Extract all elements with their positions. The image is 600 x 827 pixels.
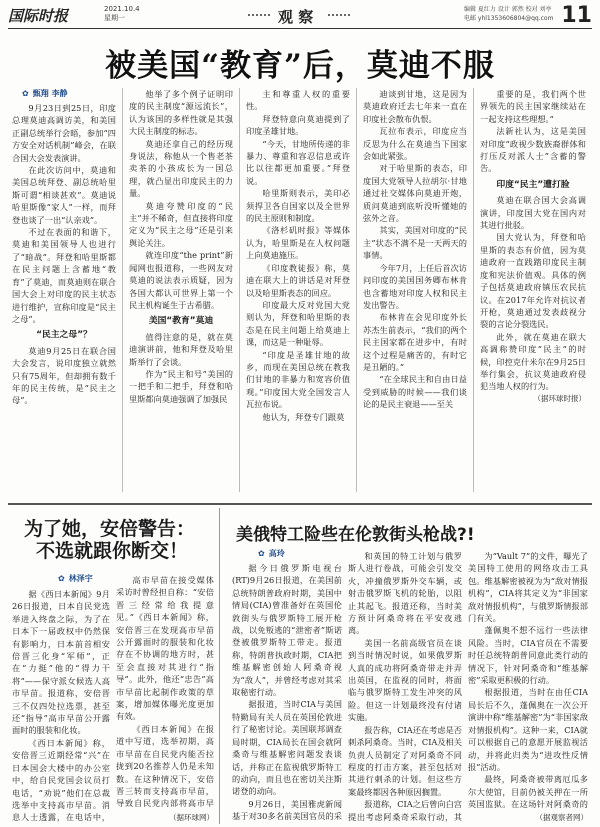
paragraph: 据《西日本新闻》9月26日报道，日本自民党选举进入终盘之际，为了在日本下一届政权中仍然保有影响力，日本前首相安倍晋三化身“军师”，正在“力挺”他的“得力干将”——保守派女候选人高市早苗。报道称，安倍晋三不仅四处拉选票，甚至还“指导”高市早苗公开露面时的服装和化妆。 (12, 589, 110, 736)
cia-article-headline: 美俄特工险些在伦敦街头枪战?! (236, 525, 475, 545)
paragraph: 他举了多个例子证明印度的民主制度“源远流长”，认为该国的多样性就是其强大民主制度的标志。 (129, 89, 233, 137)
paragraph: 报告称，CIA还在考虑是否刺杀阿桑奇。当时，CIA及相关负责人员制定了对阿桑奇不同程度的打击方案，甚至包括对其进行刺杀的计划。但这些方案最终都因各种原因搁置。 (348, 724, 462, 797)
date-text: 2021.10.4 (104, 5, 140, 13)
paragraph: 高市早苗在接受媒体采访时曾经担自称：“安倍晋三经常给我提意见。”《西日本新闻》称，安倍晋三在发现高市早苗公开露面时的服装和化妆存在不协调的地方时，甚至会直接对其进行“指导”。此外，他还“忠告”高市早苗比起制作政策的草案，增加媒体曝光度更加有效。 (116, 575, 214, 722)
paragraph: 《洛杉矶时报》等媒体认为，哈里斯是在人权问题上向莫迪施压。 (246, 225, 350, 261)
paragraph: 此外，就在莫迪在联大高调称赞印度“民主”的时候，印控克什米尔在9月25日举行集会，抗议莫迪政府侵犯当地人权的行为。 (480, 331, 586, 392)
paragraph: 莫迪还拿自己的经历现身说法，称他从一个售老茶卖茶的小孩成长为一国总理，就凸显出印度民主的力量。 (129, 138, 233, 199)
subhead-us-education: 美国“教育”莫迪 (148, 316, 214, 327)
paragraph: 其实，美国对印度的“民主”状态不满不是一天两天的事情。 (363, 225, 467, 261)
paragraph: 对于哈里斯的表态，印度国大党领导人拉胡尔·甘地通过社交媒体向莫迪开炮，质问莫迪到底听没听懂她的弦外之音。 (363, 163, 467, 224)
paragraph: 蓬佩奥不想不远行一些法律风险。当时，CIA官员在不需要时任总统特朗普同意此类行动的情况下，针对阿桑奇和“维基解密”采取更积极的行动。 (468, 625, 588, 686)
paragraph: 瓦拉布表示，印度应当反思为什么在莫迪当下国家会如此紧张。 (363, 126, 467, 162)
subhead-democracy-mother: “民主之母”？ (36, 330, 92, 341)
main-headline: 被美国“教育”后，莫迪不服 (105, 48, 495, 84)
top-article (12, 88, 594, 492)
abe-byline-name: 林泽宇 (68, 574, 93, 583)
section-title: 观 察 (278, 8, 314, 26)
column-rule (356, 88, 357, 492)
top-col-4 (363, 88, 467, 490)
paragraph: 在此次访问中，莫迪和美国总统拜登、副总统哈里斯可谓“相谈甚欢”。莫迪说哈里斯像“家人”一样，而拜登也谈了一出“认亲戏”。 (12, 165, 116, 225)
top-byline-names: 甄翔 李静 (32, 89, 68, 98)
paragraph: 莫迪夸赞印度的“民主”并不稀奇，但直接将印度定义为“民主之母”还是引来舆论关注。 (129, 200, 233, 248)
paragraph: 主和尊重人权的重要性。 (246, 89, 350, 112)
paragraph: “今天，甘地所传递的非暴力、尊重和容忍信息或许比以往都更加重要。”拜登说。 (246, 138, 350, 186)
abe-article-headline (24, 518, 220, 562)
paragraph: 《西日本新闻》称，安倍晋三近期经常“兴”在日本国会大楼中的办公室中，给自民党国会议员打电话，“劝说”他们在总裁选举中支持高市早苗。消息人士透露，在电话中， (12, 737, 110, 823)
paragraph: 他认为，拜登专门跟莫 (262, 411, 345, 422)
paragraph: 拜登特意向莫迪提到了印度圣雄甘地。 (246, 113, 350, 137)
paragraph: 作为“民主和号”美国的一把手和二把手，拜登和哈里斯都向莫迪强调了加强民 (129, 368, 233, 404)
subhead-democracy-slapped: 印度“民主”遭打脸 (496, 179, 570, 190)
column-rule (473, 88, 474, 492)
paragraph: 莫迪在联合国大会高调演讲，印度国大党在国内对其进行批驳。 (480, 195, 586, 231)
top-col-5 (480, 88, 586, 490)
paragraph: 最终，阿桑奇被带离厄瓜多尔大使馆，目前仍被关押在一所英国监狱。在这场针对阿桑奇的 (468, 774, 588, 810)
paragraph: “在全球民主和自由日益受到威胁的时候——我们谈论的是民主衰退——至关 (363, 374, 467, 410)
paragraph: 不过在表面的和谐下，莫迪和美国领导人也进行了“暗战”。拜登和哈里斯都在民主问题上含蓄地“教育”了莫迪，而莫迪则在联合国大会上对印度的民主状态进行维护，宣称印度是“民主之母”。 (12, 227, 116, 324)
top-source: （据环球时报） (533, 393, 586, 403)
paragraph: 莫迪9月25日在联合国大会发言，说印度独立就然只有75周年，但却拥有数千年的民主传统，是“民主之母”。 (12, 345, 116, 406)
issue-date (104, 5, 140, 23)
paragraph: 法新社认为，这是美国对印度“政视少数族裔群体和打压反对派人士”含蓄的警告。 (480, 126, 586, 174)
section-separator (8, 503, 592, 505)
paragraph: 9月26日，美国雅虎新闻基于对30多名前美国官员的采 (232, 798, 342, 822)
editors-credits (464, 5, 564, 23)
paragraph: 就连印度“the print”新闻网也报道称，一些网友对莫迪的说法表示质疑，因为各国大都认可世界上第一个民主机构诞生于古希腊。 (129, 250, 233, 310)
paragraph: 9月23日到25日，印度总理莫迪高调访美，和美国正副总统举行会晤，参加“四方安全对话机制”峰会，在联合国大会发表演讲。 (12, 103, 116, 163)
cia-col-2 (348, 550, 462, 824)
cia-byline-name: 高玲 (268, 549, 285, 558)
section-dots-right (328, 14, 350, 16)
paragraph: 哈里斯则表示，美印必须捍卫各自国家以及全世界的民主原则和制度。 (246, 188, 350, 224)
editors-line-1: 编辑 夏红力 设计 郭然 校对 刘亭 (464, 6, 552, 13)
paragraph: 为“Vault 7”的文件，曝光了美国特工使用的网络攻击工具包。维基解密被视为为“敌对情报机构”，CIA将其定义为“非国家敌对情报机构”，与俄罗斯情报部门有关。 (468, 551, 588, 624)
paragraph: 重要的是，我们两个世界领先的民主国家继续站在一起支持这些理想。” (480, 89, 586, 124)
cia-col-1 (232, 562, 342, 824)
byline-flag-icon: ✿ (22, 89, 29, 98)
page-number: 11 (561, 3, 592, 28)
paragraph: 和英国的特工计划与俄罗斯人进行卷战，可能会引发交火，冲撞俄罗斯外交车辆，或射击俄罗斯飞机的轮胎，以阻止其起飞。报道还称，当时美方预计阿桑奇将在平安夜逃离。 (348, 551, 462, 636)
abe-source: （据环球网） (169, 813, 214, 822)
cia-col-3 (468, 550, 588, 810)
section-dots-left (248, 14, 270, 16)
newspaper-logo: 国际时报 (8, 7, 69, 25)
byline-flag-icon: ✿ (58, 574, 65, 583)
paragraph: 印度最大反对党国大党则认为，拜登和哈里斯的表态是在民主问题上给莫迪上课，而这是一种耻辱。 (246, 299, 350, 348)
abe-col-2 (116, 574, 214, 810)
byline-flag-icon: ✿ (258, 549, 265, 558)
abe-headline-line-1: 为了她，安倍警告： (24, 518, 196, 540)
column-rule (122, 88, 123, 492)
paragraph: 国大党认为，拜登和哈里斯的表态有价值，因为莫迪政府一直践踏印度民主制度和宪法价值观。具体的例子包括莫迪政府镇压农民抗议。在2017年允许对抗议者开枪，莫迪通过发表歧视分裂的言论分裂选民。 (480, 232, 586, 330)
paragraph: 迪谈到甘地，这是因为莫迪政府迁去七年来一直在印度社会散布仇恨。 (363, 89, 467, 124)
paragraph: 根据报道，当时在由任CIA局长后不久，蓬佩奥在一次公开演讲中称“维基解密”为“非国家敌对情报机构”。这种一来，CIA就可以根据自己的意愿开展监视活动，并将此归类为“进攻性反情报”活动。 (468, 687, 588, 772)
abe-col-1 (12, 588, 110, 824)
abe-headline-line-2: 不选就跟你断交！ (36, 540, 189, 562)
paragraph: 布林肯在会见印度外长苏杰生前表示，“我们的两个民主国家都在进步中，有时这个过程是痛苦的，有时它是丑陋的。” (363, 312, 467, 372)
paragraph: 值得注意的是，就在莫迪演讲前，他和拜登及哈里斯举行了会谈。 (129, 331, 233, 367)
paragraph: 据报道，当时CIA与美国特勤局有关人员在英国伦敦进行了秘密讨论。美国联邦调查局时期，CIA局长在国会就阿桑奇与维基解密问题发表谈话，并称正在监视俄罗斯特工的动向，而且也在密切关注斯诺登的动向。 (232, 699, 342, 797)
paragraph: 据今日俄罗斯电视台(RT)9月26日报道，在美国前总统特朗普政府时期，美国中情局(CIA)曾准备好在英国伦敦街头与俄罗斯特工展开枪战，以免叛逃的“泄密者”斯诺登被俄罗斯特工带走。报道称，特朗普执政时期，CIA把维基解密创始人阿桑奇视为“敌人”，并曾经考虑对其采取秘密行动。 (232, 563, 342, 698)
weekday-text: 星期一 (104, 14, 125, 22)
cia-source: （据观察者网） (535, 813, 588, 822)
paragraph: 报道称，CIA之后曾向白宫提出考虑阿桑奇采取行动，其 (348, 799, 462, 822)
paragraph: “印度是圣雄甘地的故乡，而现在美国总统在教我们甘地的非暴力和宽容价值观。”印度国大党全国发言人瓦拉布说。 (246, 349, 350, 410)
editors-line-2: 电邮 yhl1353606804@qq.com (464, 15, 554, 22)
abe-byline (58, 573, 93, 584)
top-col-3 (246, 88, 350, 490)
cia-byline (258, 548, 285, 559)
paragraph: 美国一名前高级官员在谈到当时情况时说，如果俄罗斯人真的成功将阿桑奇带走并弄出英国，在监视的同时，将面临与俄罗斯特工发生冲突的风险。但这一计划最终没有付诸实施。 (348, 637, 462, 723)
top-byline (22, 88, 68, 99)
column-rule (239, 88, 240, 492)
top-col-1 (12, 102, 116, 490)
paragraph: 今年7月，上任后首次访问印度的美国国务卿布林肯也含蓄地对印度人权和民主发出警告。 (363, 262, 467, 310)
masthead (8, 4, 592, 29)
paragraph: 《西日本新闻》在报道中写道，选举初期，高市早苗在自民党内能否拉拢到20名推荐人仍是未知数。在这种情况下，安倍晋三转而支持高市早苗，导致自民党内部将高市早 (116, 723, 214, 809)
top-col-2 (129, 88, 233, 490)
paragraph: 《印度教徒报》称，莫迪在联大上的讲话是对拜登以及哈里斯表态的回应。 (246, 262, 350, 298)
